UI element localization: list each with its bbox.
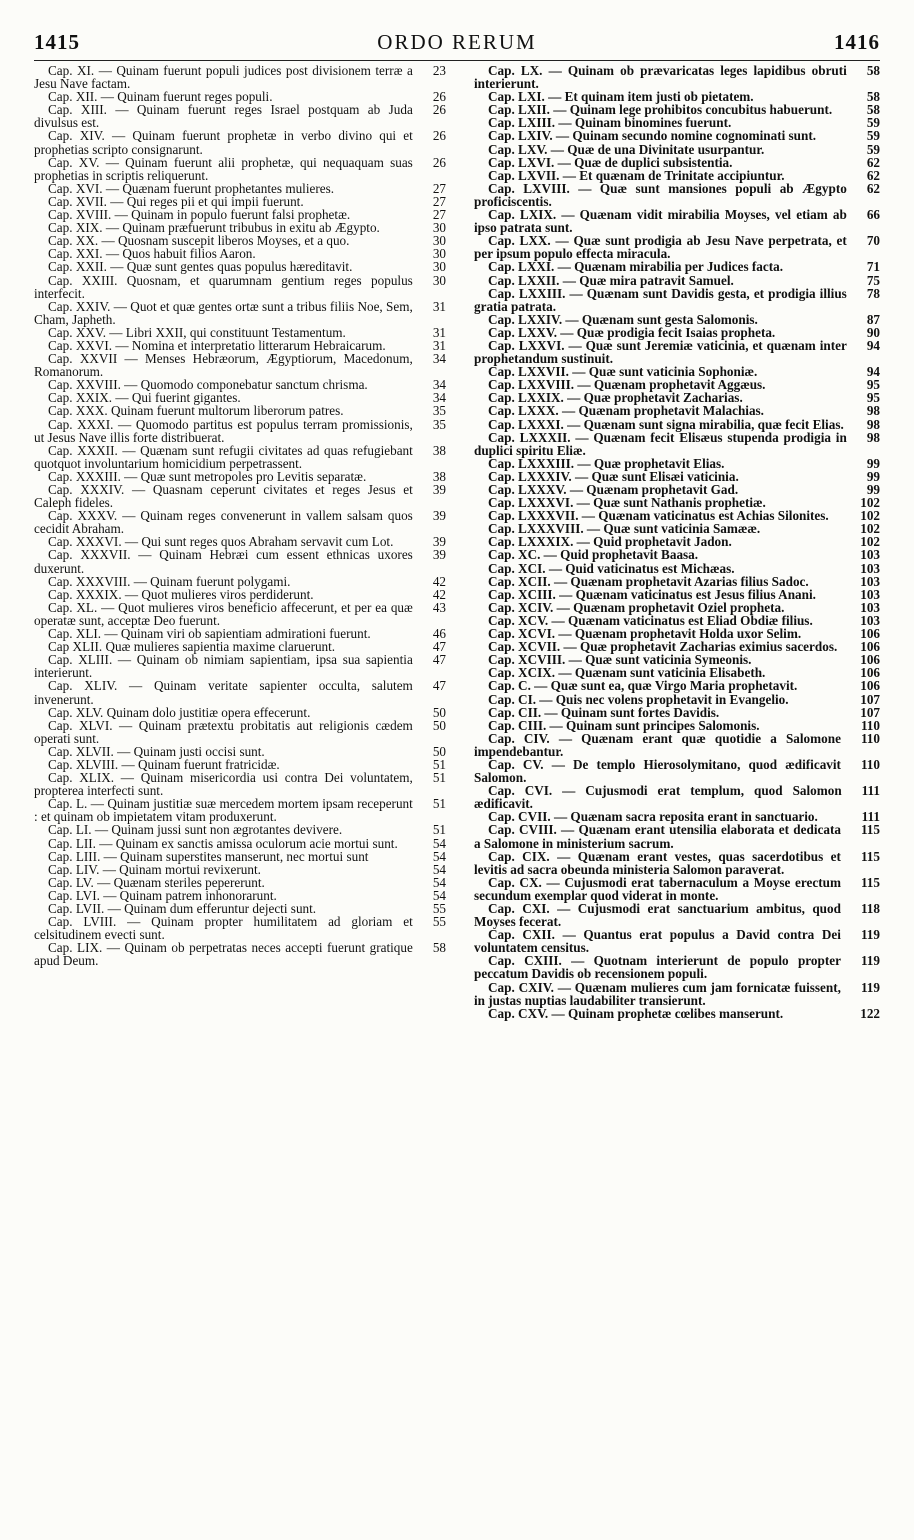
- page-reference: 119: [860, 953, 880, 969]
- chapter-title: Cap. XI. — Quinam fuerunt populi judices post divisionem terræ a Jesu Nave factam.: [34, 63, 413, 92]
- page-reference: 54: [432, 861, 446, 877]
- page-reference: 110: [860, 730, 880, 746]
- page-reference: 102: [860, 534, 880, 550]
- chapter-title: Cap. LVIII. — Quinam propter humilitatem ad gloriam et celsitudinem evecti sunt.: [34, 914, 413, 943]
- chapter-title: Cap. LXXXIX. — Quid prophetavit Jadon.: [488, 534, 732, 550]
- chapter-title: Cap. CVIII. — Quænam erant utensilia elaborata et dedicata a Salomone in ministerium sacrum.: [474, 822, 841, 851]
- page-reference: 42: [432, 573, 446, 589]
- chapter-title: Cap. XVI. — Quænam fuerunt prophetantes mulieres.: [48, 180, 335, 196]
- chapter-title: Cap. XXXII. — Quænam sunt refugii civitates ad quas refugiebant quotquot involuntarium homicidium perpetrassent.: [34, 442, 413, 471]
- page-reference: 103: [860, 612, 880, 628]
- chapter-title: Cap. LV. — Quænam steriles pepererunt.: [48, 874, 265, 890]
- chapter-entry: [474, 339, 880, 365]
- page-reference: 30: [432, 233, 446, 249]
- chapter-entry: [34, 352, 446, 378]
- chapter-title: Cap. XXXIII. — Quæ sunt metropoles pro Levitis separatæ.: [48, 468, 367, 484]
- page-reference: 55: [432, 901, 446, 916]
- page-reference: 35: [432, 416, 446, 432]
- chapter-title: Cap. XXIX. — Qui fuerint gigantes.: [48, 390, 241, 406]
- chapter-entry: [34, 771, 446, 797]
- page-reference: 71: [866, 259, 880, 275]
- page-reference: 51: [432, 770, 446, 786]
- page-reference: 102: [860, 521, 880, 537]
- page-reference: 47: [432, 678, 446, 694]
- chapter-title: Cap. LXXIV. — Quænam sunt gesta Salomonis.: [488, 311, 758, 327]
- chapter-title: Cap. LXXVII. — Quæ sunt vaticinia Sophoniæ.: [488, 364, 758, 380]
- chapter-title: Cap. LXXX. — Quænam prophetavit Malachias.: [488, 403, 764, 419]
- page-reference: 78: [866, 285, 880, 301]
- chapter-title: Cap. XCVIII. — Quæ sunt vaticinia Symeonis.: [488, 652, 752, 668]
- chapter-title: Cap. LXXIX. — Quæ prophetavit Zacharias.: [488, 390, 743, 406]
- chapter-title: Cap. XXX. Quinam fuerunt multorum liberorum patres.: [48, 403, 344, 419]
- page-reference: 106: [860, 626, 880, 642]
- chapter-entry: [34, 64, 446, 90]
- chapter-title: Cap. LXXI. — Quænam mirabilia per Judices facta.: [488, 259, 784, 275]
- chapter-title: Cap. LXIX. — Quænam vidit mirabilia Moyses, vel etiam ab ipso patrata sunt.: [474, 207, 847, 236]
- page-reference: 35: [432, 403, 446, 419]
- running-header: [34, 26, 880, 61]
- chapter-title: Cap. LXXVI. — Quæ sunt Jeremiæ vaticinia, et quænam inter prophetandum sustinuit.: [474, 337, 847, 367]
- chapter-title: Cap. LXXXII. — Quænam fecit Elisæus stupenda prodigia in duplici spiritu Eliæ.: [474, 429, 847, 458]
- page-reference: 59: [866, 115, 880, 131]
- chapter-title: Cap. XLVII. — Quinam justi occisi sunt.: [48, 743, 265, 759]
- chapter-title: Cap. LIV. — Quinam mortui revixerunt.: [48, 861, 261, 877]
- page-reference: 99: [866, 482, 880, 497]
- page-reference: 26: [432, 154, 446, 170]
- chapter-title: Cap. LXXXVIII. — Quæ sunt vaticinia Samææ.: [488, 521, 761, 537]
- page-reference: 38: [432, 468, 446, 484]
- chapter-title: Cap. L. — Quinam justitiæ suæ mercedem mortem ipsam receperunt : et quinam ob impietatem vitam produxerunt.: [34, 796, 413, 825]
- chapter-title: Cap. CV. — De templo Hierosolymitano, quod ædificavit Salomon.: [474, 756, 841, 786]
- chapter-title: Cap. XXXVIII. — Quinam fuerunt polygami.: [48, 573, 291, 589]
- chapter-title: Cap. XCVII. — Quæ prophetavit Zacharias eximius sacerdos.: [488, 639, 838, 655]
- page-reference: 30: [432, 246, 446, 262]
- page-reference: 103: [860, 560, 880, 576]
- chapter-entry: [34, 941, 446, 967]
- chapter-title: Cap. LXXV. — Quæ prodigia fecit Isaias propheta.: [488, 324, 776, 340]
- page-reference: 62: [866, 180, 880, 196]
- chapter-title: Cap. XLIV. — Quinam veritate sapienter occulta, salutem invenerunt.: [34, 678, 413, 707]
- page-title: ORDO RERUM: [377, 30, 537, 54]
- page-reference: 50: [432, 743, 446, 759]
- page-reference: 27: [432, 207, 446, 223]
- chapter-entry: [34, 444, 446, 470]
- chapter-title: Cap. LIX. — Quinam ob perpetratas neces accepti fuerunt gratique apud Deum.: [34, 940, 413, 969]
- chapter-title: Cap XLII. Quæ mulieres sapientia maxime claruerunt.: [48, 639, 336, 655]
- chapter-title: Cap. XLIII. — Quinam ob nimiam sapientiam, ipsa sua sapientia interierunt.: [34, 652, 413, 681]
- page-reference: 55: [432, 914, 446, 930]
- chapter-title: Cap. LXXXVI. — Quæ sunt Nathanis prophetiæ.: [488, 495, 766, 511]
- chapter-title: Cap. LII. — Quinam ex sanctis amissa oculorum acie mortui sunt.: [48, 835, 398, 851]
- chapter-entry: [474, 850, 880, 876]
- page-reference: 23: [432, 63, 446, 78]
- page-reference: 27: [432, 193, 446, 209]
- page-reference: 59: [866, 128, 880, 144]
- chapter-entry: [474, 928, 880, 954]
- page-reference: 31: [432, 324, 446, 340]
- page-reference: 106: [860, 678, 880, 694]
- chapter-title: Cap. XCII. — Quænam prophetavit Azarias filius Sadoc.: [488, 573, 809, 589]
- chapter-entry: [474, 758, 880, 784]
- chapter-title: Cap. XCIX. — Quænam sunt vaticinia Elisabeth.: [488, 665, 766, 681]
- chapter-title: Cap. XL. — Quot mulieres viros beneficio affecerunt, et per ea quæ operatæ sunt, acceptæ Deo fuerunt.: [34, 599, 413, 628]
- chapter-title: Cap. XXVI. — Nomina et interpretatio litterarum Hebraicarum.: [48, 337, 386, 353]
- chapter-title: Cap. XXXVII. — Quinam Hebræi cum essent ethnicas uxores duxerunt.: [34, 547, 413, 576]
- chapter-title: Cap. XXXIV. — Quasnam ceperunt civitates et reges Jesus et Caleph fideles.: [34, 482, 413, 511]
- page-reference: 31: [432, 337, 446, 353]
- chapter-title: Cap. LXXXV. — Quænam prophetavit Gad.: [488, 482, 739, 497]
- chapter-entry: [34, 548, 446, 574]
- chapter-entry: [474, 208, 880, 234]
- chapter-title: Cap. XII. — Quinam fuerunt reges populi.: [48, 89, 273, 105]
- page-reference: 102: [860, 495, 880, 511]
- chapter-title: Cap. XXIII. Quosnam, et quarumnam gentium reges populus interfecit.: [34, 272, 413, 301]
- chapter-entry: [474, 902, 880, 928]
- page-reference: 30: [432, 272, 446, 288]
- chapter-title: Cap. XXII. — Quæ sunt gentes quas populus hæreditavit.: [48, 259, 353, 275]
- page-reference: 31: [432, 298, 446, 314]
- page-reference: 107: [860, 691, 880, 707]
- page-reference: 99: [866, 455, 880, 471]
- chapter-title: Cap. LXXXVII. — Quænam vaticinatus est Achias Silonites.: [488, 508, 829, 524]
- page-reference: 75: [866, 272, 880, 288]
- page-reference: 94: [866, 364, 880, 380]
- chapter-title: Cap. LXVII. — Et quænam de Trinitate accipiuntur.: [488, 167, 785, 183]
- chapter-entry: [34, 679, 446, 705]
- left-column: [34, 64, 446, 967]
- chapter-entry: [34, 156, 446, 182]
- chapter-entry: [474, 823, 880, 849]
- page-reference: 47: [432, 639, 446, 655]
- page-reference: 34: [432, 390, 446, 406]
- page-reference: 87: [866, 311, 880, 327]
- page-reference: 38: [432, 442, 446, 458]
- page-reference: 103: [860, 599, 880, 615]
- page-reference: 94: [866, 337, 880, 353]
- chapter-title: Cap. XCVI. — Quænam prophetavit Holda uxor Selim.: [488, 626, 802, 642]
- chapter-title: Cap. XLVI. — Quinam prætextu probitatis aut religionis cædem operati sunt.: [34, 717, 413, 746]
- page-reference: 98: [866, 403, 880, 419]
- chapter-title: Cap. XV. — Quinam fuerunt alii prophetæ, qui nequaquam suas prophetias in scriptis reliquerunt.: [34, 154, 413, 183]
- chapter-title: Cap. LXV. — Quæ de una Divinitate usurpantur.: [488, 141, 765, 157]
- page-reference: 107: [860, 704, 880, 720]
- chapter-title: Cap. CVII. — Quænam sacra reposita erant in sanctuario.: [488, 809, 818, 825]
- chapter-title: Cap. CXIV. — Quænam mulieres cum jam fornicatæ fuissent, in justas nuptias laudabiliter transierunt.: [474, 979, 841, 1008]
- chapter-title: Cap. XXXVI. — Qui sunt reges quos Abraham servavit cum Lot.: [48, 534, 394, 550]
- page-reference: 122: [860, 1005, 880, 1021]
- chapter-title: Cap. LXVI. — Quæ de duplici subsistentia.: [488, 154, 733, 170]
- chapter-title: Cap. LXXIII. — Quænam sunt Davidis gesta, et prodigia illius gratia patrata.: [474, 285, 847, 314]
- chapter-title: Cap. XCIII. — Quænam vaticinatus est Jesus filius Anani.: [488, 586, 816, 602]
- chapter-title: Cap. CIX. — Quænam erant vestes, quas sacerdotibus et levitis ad sacra obeunda ministeria Salomon paraverat.: [474, 848, 841, 877]
- chapter-title: Cap. CIV. — Quænam erant quæ quotidie a Salomone impendebantur.: [474, 730, 841, 759]
- page-reference: 58: [866, 89, 880, 105]
- page-reference: 54: [432, 887, 446, 903]
- page-reference: 106: [860, 652, 880, 668]
- page-reference: 111: [861, 809, 880, 825]
- chapter-title: Cap. XIV. — Quinam fuerunt prophetæ in verbo divino qui et prophetias scripto consignarunt.: [34, 128, 413, 157]
- page-reference: 115: [860, 874, 880, 890]
- chapter-entry: [34, 129, 446, 155]
- chapter-entry: [474, 1007, 880, 1020]
- page-number-right: 1416: [834, 30, 880, 54]
- chapter-entry: [34, 274, 446, 300]
- chapter-title: Cap. XXI. — Quos habuit filios Aaron.: [48, 246, 256, 262]
- page-reference: 95: [866, 390, 880, 406]
- chapter-title: Cap. XXXIX. — Quot mulieres viros perdiderunt.: [48, 586, 314, 602]
- page-reference: 111: [861, 783, 880, 799]
- right-column: [474, 64, 880, 1020]
- page-reference: 34: [432, 351, 446, 367]
- chapter-title: Cap. XCI. — Quid vaticinatus est Michæas.: [488, 560, 735, 576]
- chapter-title: Cap. XXV. — Libri XXII, qui constituunt Testamentum.: [48, 324, 346, 340]
- chapter-entry: [34, 797, 446, 823]
- chapter-title: Cap. LVI. — Quinam patrem inhonorarunt.: [48, 887, 277, 903]
- chapter-title: Cap. LXXXIII. — Quæ prophetavit Elias.: [488, 455, 725, 471]
- chapter-title: Cap. LXVIII. — Quæ sunt mansiones populi ab Ægypto proficiscentis.: [474, 180, 847, 209]
- chapter-title: Cap. CII. — Quinam sunt fortes Davidis.: [488, 704, 720, 720]
- chapter-title: Cap. XXXV. — Quinam reges convenerunt in vallem salsam quos cecidit Abraham.: [34, 508, 413, 537]
- chapter-title: Cap. LXI. — Et quinam item justi ob pietatem.: [488, 89, 754, 105]
- chapter-title: Cap. XCV. — Quænam vaticinatus est Eliad Obdiæ filius.: [488, 612, 813, 628]
- chapter-title: Cap. XIX. — Quinam præfuerunt tribubus in exitu ab Ægypto.: [48, 220, 380, 236]
- page-reference: 47: [432, 652, 446, 668]
- chapter-title: Cap. LXII. — Quinam lege prohibitos concubitus habuerunt.: [488, 102, 833, 118]
- page-reference: 26: [432, 102, 446, 118]
- chapter-title: Cap. XX. — Quosnam suscepit liberos Moyses, et a quo.: [48, 233, 350, 249]
- chapter-title: Cap. XCIV. — Quænam prophetavit Oziel propheta.: [488, 599, 785, 615]
- chapter-title: Cap. XC. — Quid prophetavit Baasa.: [488, 547, 699, 563]
- chapter-title: Cap. C. — Quæ sunt ea, quæ Virgo Maria prophetavit.: [488, 678, 798, 694]
- page-reference: 51: [432, 756, 446, 772]
- chapter-title: Cap. XIII. — Quinam fuerunt reges Israel postquam ab Juda divulsus est.: [34, 102, 413, 131]
- chapter-entry: [474, 954, 880, 980]
- chapter-entry: [474, 876, 880, 902]
- chapter-entry: [34, 483, 446, 509]
- chapter-entry: [34, 601, 446, 627]
- page-reference: 103: [860, 547, 880, 563]
- page-reference: 51: [432, 796, 446, 812]
- chapter-title: Cap. CI. — Quis nec volens prophetavit in Evangelio.: [488, 691, 789, 707]
- chapter-entry: [474, 182, 880, 208]
- page-reference: 106: [860, 639, 880, 655]
- chapter-title: Cap. LXXII. — Quæ mira patravit Samuel.: [488, 272, 734, 288]
- page-reference: 66: [866, 207, 880, 223]
- page-reference: 34: [432, 377, 446, 393]
- page-reference: 46: [432, 626, 446, 642]
- chapter-title: Cap. CXII. — Quantus erat populus a David contra Dei voluntatem censitus.: [474, 927, 841, 956]
- page-reference: 58: [432, 940, 446, 956]
- page-reference: 50: [432, 704, 446, 720]
- chapter-entry: [34, 300, 446, 326]
- chapter-title: Cap. CIII. — Quinam sunt principes Salomonis.: [488, 717, 760, 733]
- page-reference: 62: [866, 154, 880, 170]
- chapter-title: Cap. LVII. — Quinam dum efferuntur dejecti sunt.: [48, 901, 317, 916]
- chapter-title: Cap. LI. — Quinam jussi sunt non ægrotantes devivere.: [48, 822, 343, 838]
- page-reference: 39: [432, 547, 446, 563]
- chapter-title: Cap. XLI. — Quinam viri ob sapientiam admirationi fuerunt.: [48, 626, 371, 642]
- page-reference: 90: [866, 324, 880, 340]
- chapter-title: Cap. XLVIII. — Quinam fuerunt fratricidæ.: [48, 756, 280, 772]
- chapter-title: Cap. XLIX. — Quinam misericordia usi contra Dei voluntatem, propterea interfecti sunt.: [34, 770, 413, 799]
- chapter-title: Cap. LXIII. — Quinam binomines fuerunt.: [488, 115, 732, 131]
- chapter-entry: [34, 915, 446, 941]
- page-reference: 54: [432, 874, 446, 890]
- chapter-title: Cap. LXXXI. — Quænam sunt signa mirabilia, quæ fecit Elias.: [488, 416, 844, 432]
- page-reference: 62: [866, 167, 880, 183]
- page-reference: 39: [432, 534, 446, 550]
- page-reference: 54: [432, 835, 446, 851]
- page-number-left: 1415: [34, 30, 80, 54]
- chapter-entry: [34, 653, 446, 679]
- page-reference: 98: [866, 429, 880, 445]
- chapter-title: Cap. LXX. — Quæ sunt prodigia ab Jesu Nave perpetrata, et per ipsum populo effecta miracula.: [474, 233, 847, 262]
- chapter-title: Cap. XXVII — Menses Hebræorum, Ægyptiorum, Macedonum, Romanorum.: [34, 351, 413, 380]
- chapter-entry: [34, 418, 446, 444]
- chapter-title: Cap. LIII. — Quinam superstites manserunt, nec mortui sunt: [48, 848, 369, 864]
- chapter-title: Cap. XLV. Quinam dolo justitiæ opera effecerunt.: [48, 704, 311, 720]
- page-reference: 42: [432, 586, 446, 602]
- page-reference: 39: [432, 508, 446, 524]
- chapter-title: Cap. CVI. — Cujusmodi erat templum, quod Salomon ædificavit.: [474, 783, 842, 812]
- chapter-title: Cap. CXI. — Cujusmodi erat sanctuarium ambitus, quod Moyses fecerat.: [474, 901, 841, 930]
- chapter-entry: [474, 287, 880, 313]
- chapter-title: Cap. CX. — Cujusmodi erat tabernaculum a Moyse erectum secundum exemplar quod viderat in monte.: [474, 874, 841, 903]
- page-reference: 110: [860, 756, 880, 772]
- chapter-entry: [474, 784, 880, 810]
- page-reference: 43: [432, 599, 446, 615]
- page-reference: 30: [432, 259, 446, 275]
- page-reference: 27: [432, 180, 446, 196]
- page-reference: 26: [432, 128, 446, 144]
- chapter-title: Cap. LXXXIV. — Quæ sunt Elisæi vaticinia.: [488, 468, 739, 484]
- page-reference: 39: [432, 482, 446, 497]
- chapter-entry: [34, 509, 446, 535]
- chapter-entry: [474, 732, 880, 758]
- page-reference: 95: [866, 377, 880, 393]
- chapter-entry: [34, 719, 446, 745]
- chapter-title: Cap. XVII. — Qui reges pii et qui impii fuerunt.: [48, 193, 304, 209]
- chapter-title: Cap. XXXI. — Quomodo partitus est populus terram promissionis, ut Jesus Nave illis forte distribuerat.: [34, 416, 413, 445]
- page-reference: 26: [432, 89, 446, 105]
- chapter-title: Cap. XVIII. — Quinam in populo fuerunt falsi prophetæ.: [48, 207, 351, 223]
- page-reference: 98: [866, 416, 880, 432]
- page-reference: 70: [866, 233, 880, 249]
- chapter-entry: [34, 103, 446, 129]
- page-reference: 59: [866, 141, 880, 157]
- chapter-title: Cap. CXIII. — Quotnam interierunt de populo propter peccatum Davidis ob recensionem populi.: [474, 953, 841, 982]
- page-reference: 58: [866, 102, 880, 118]
- page-reference: 103: [860, 586, 880, 602]
- chapter-entry: [474, 981, 880, 1007]
- page-reference: 115: [860, 822, 880, 838]
- page-reference: 99: [866, 468, 880, 484]
- chapter-entry: [474, 431, 880, 457]
- chapter-title: Cap. CXV. — Quinam prophetæ cœlibes manserunt.: [488, 1005, 784, 1021]
- page-reference: 106: [860, 665, 880, 681]
- page-reference: 119: [860, 979, 880, 995]
- page-reference: 30: [432, 220, 446, 236]
- page-reference: 50: [432, 717, 446, 733]
- chapter-title: Cap. LX. — Quinam ob prævaricatas leges lapidibus obruti interierunt.: [474, 63, 847, 92]
- page-reference: 102: [860, 508, 880, 524]
- page-reference: 51: [432, 822, 446, 838]
- chapter-title: Cap. LXIV. — Quinam secundo nomine cognominati sunt.: [488, 128, 817, 144]
- page-reference: 118: [860, 901, 880, 916]
- chapter-title: Cap. XXVIII. — Quomodo componebatur sanctum chrisma.: [48, 377, 368, 393]
- page-reference: 119: [860, 927, 880, 943]
- chapter-title: Cap. XXIV. — Quot et quæ gentes ortæ sunt a tribus filiis Noe, Sem, Cham, Japheth.: [34, 298, 413, 327]
- page-reference: 110: [860, 717, 880, 733]
- page-reference: 103: [860, 573, 880, 589]
- chapter-title: Cap. LXXVIII. — Quænam prophetavit Aggæus.: [488, 377, 766, 393]
- page-reference: 115: [860, 848, 880, 864]
- page-reference: 54: [432, 848, 446, 864]
- chapter-entry: [474, 64, 880, 90]
- page-reference: 58: [866, 63, 880, 78]
- chapter-entry: [474, 234, 880, 260]
